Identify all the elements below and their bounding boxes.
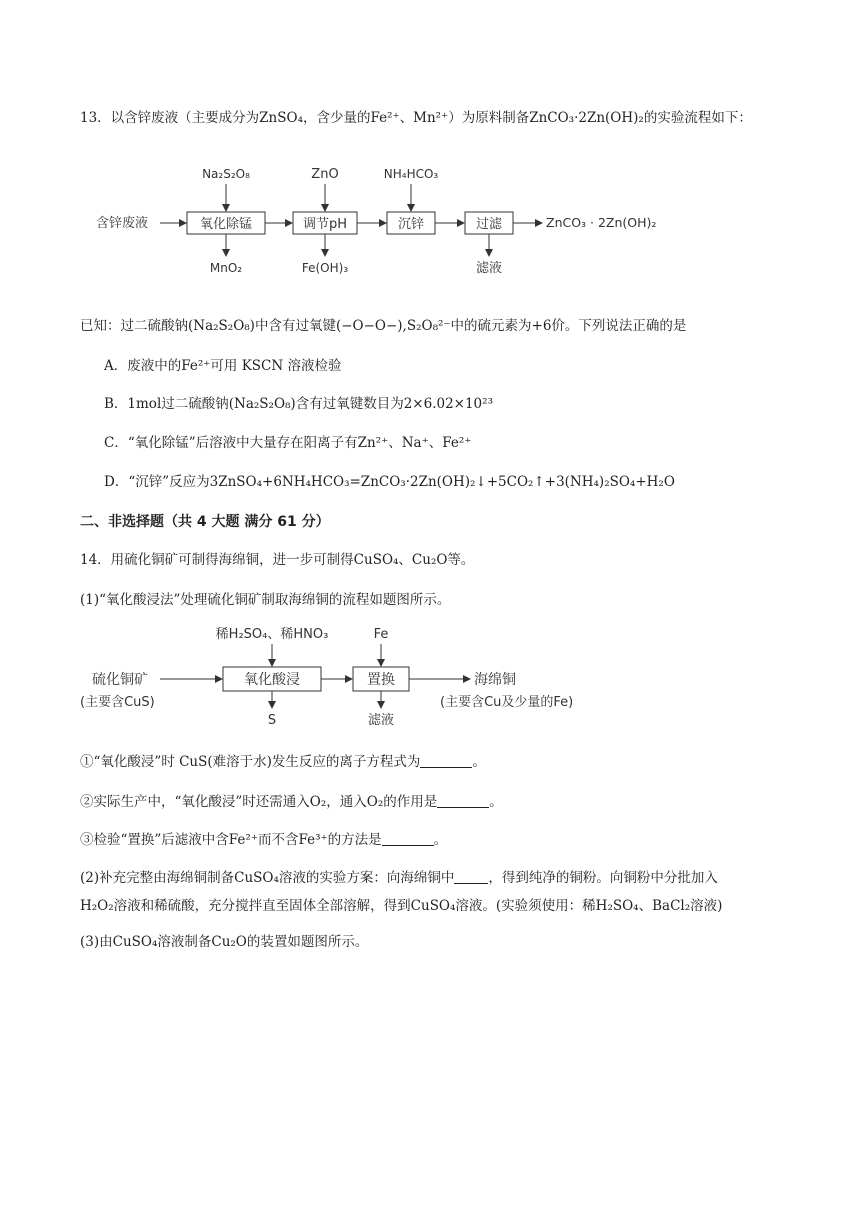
flow1-byproduct-1: MnO₂ [209,261,243,275]
q13-option-a: A．废液中的Fe²⁺可用 KSCN 溶液检验 [104,358,342,374]
flow2-reagent-2: Fe [373,627,389,642]
q14-flow-diagram [0,620,860,740]
flow1-step-4: 过滤 [475,217,503,232]
q14-sub3 [80,830,447,850]
q14-sub2-end: 。 [489,794,503,810]
q13-stem: 13．以含锌废液（主要成分为ZnSO₄，含少量的Fe²⁺、Mn²⁺）为原料制备ZnCO₃·2Zn(OH)₂的实验流程如下： [80,110,752,126]
flow2-byproduct-2: 滤液 [367,713,395,728]
flow1-step-1: 氧化除锰 [199,217,253,232]
flow2-end-1: 海绵铜 [474,672,516,688]
q14-sub1 [80,752,486,772]
q14-part2-text-a: (2)补充完整由海绵铜制备CuSO₄溶液的实验方案：向海绵铜中 [80,870,455,886]
q14-sub1-end: 。 [472,754,486,770]
answer-blank[interactable] [437,793,489,808]
q14-part2-text-b: ，得到纯净的铜粉。向铜粉中分批加入 [488,870,718,886]
flow1-byproduct-3: 滤液 [475,261,503,276]
q14-sub2-text: ②实际生产中，“氧化酸浸”时还需通入O₂，通入O₂的作用是 [80,794,438,810]
flow2-step-1: 氧化酸浸 [244,672,300,688]
flow2-end-2: (主要含Cu及少量的Fe) [440,695,574,710]
q13-flow-diagram [0,160,860,290]
flow1-step-3: 沉锌 [397,217,425,232]
answer-blank[interactable] [454,869,488,884]
flow1-reagent-1: Na₂S₂O₈ [202,167,250,181]
flow1-reagent-2: ZnO [311,167,339,182]
flow2-start-2: (主要含CuS) [80,695,155,710]
q14-part3: (3)由CuSO₄溶液制备Cu₂O的装置如题图所示。 [80,934,369,950]
flow1-reagent-3: NH₄HCO₃ [383,167,439,181]
flow2-reagent-1: 稀H₂SO₄、稀HNO₃ [215,627,329,642]
q13-option-c: C．“氧化除锰”后溶液中大量存在阳离子有Zn²⁺、Na⁺、Fe²⁺ [104,435,472,451]
q14-part1: (1)“氧化酸浸法”处理硫化铜矿制取海绵铜的流程如题图所示。 [80,592,451,608]
flow2-byproduct-1: S [267,713,277,728]
flow1-start: 含锌废液 [96,216,149,231]
section-heading: 二、非选择题（共 4 大题 满分 61 分） [80,514,330,530]
q14-part2-line1 [80,868,718,888]
q14-sub3-text: ③检验“置换”后滤液中含Fe²⁺而不含Fe³⁺的方法是 [80,832,382,848]
answer-blank[interactable] [382,831,434,846]
flow2-start-1: 硫化铜矿 [92,672,148,688]
flow1-byproduct-2: Fe(OH)₃ [301,261,349,275]
flow2-step-2: 置换 [367,672,395,688]
q14-sub3-end: 。 [433,832,448,848]
q14-sub2 [80,792,503,812]
q13-option-b: B．1mol过二硫酸钠(Na₂S₂O₈)含有过氧键数目为2×6.02×10²³ [104,396,493,412]
flow1-step-2: 调节pH [302,217,348,232]
answer-blank[interactable] [420,753,472,768]
q14-stem: 14．用硫化铜矿可制得海绵铜，进一步可制得CuSO₄、Cu₂O等。 [80,552,475,568]
flow1-product: ZnCO₃ · 2Zn(OH)₂ [546,215,657,230]
q13-known: 已知：过二硫酸钠(Na₂S₂O₈)中含有过氧键(−O−O−),S₂O₈²⁻中的硫元素为+6价。下列说法正确的是 [80,318,687,334]
q14-sub1-text: ①“氧化酸浸”时 CuS(难溶于水)发生反应的离子方程式为 [80,754,421,770]
q14-part2-line2: H₂O₂溶液和稀硫酸，充分搅拌直至固体全部溶解，得到CuSO₄溶液。(实验须使用：稀H₂SO₄、BaCl₂溶液) [80,898,723,914]
q13-option-d: D．“沉锌”反应为3ZnSO₄+6NH₄HCO₃=ZnCO₃·2Zn(OH)₂↓+5CO₂↑+3(NH₄)₂SO₄+H₂O [104,474,675,490]
